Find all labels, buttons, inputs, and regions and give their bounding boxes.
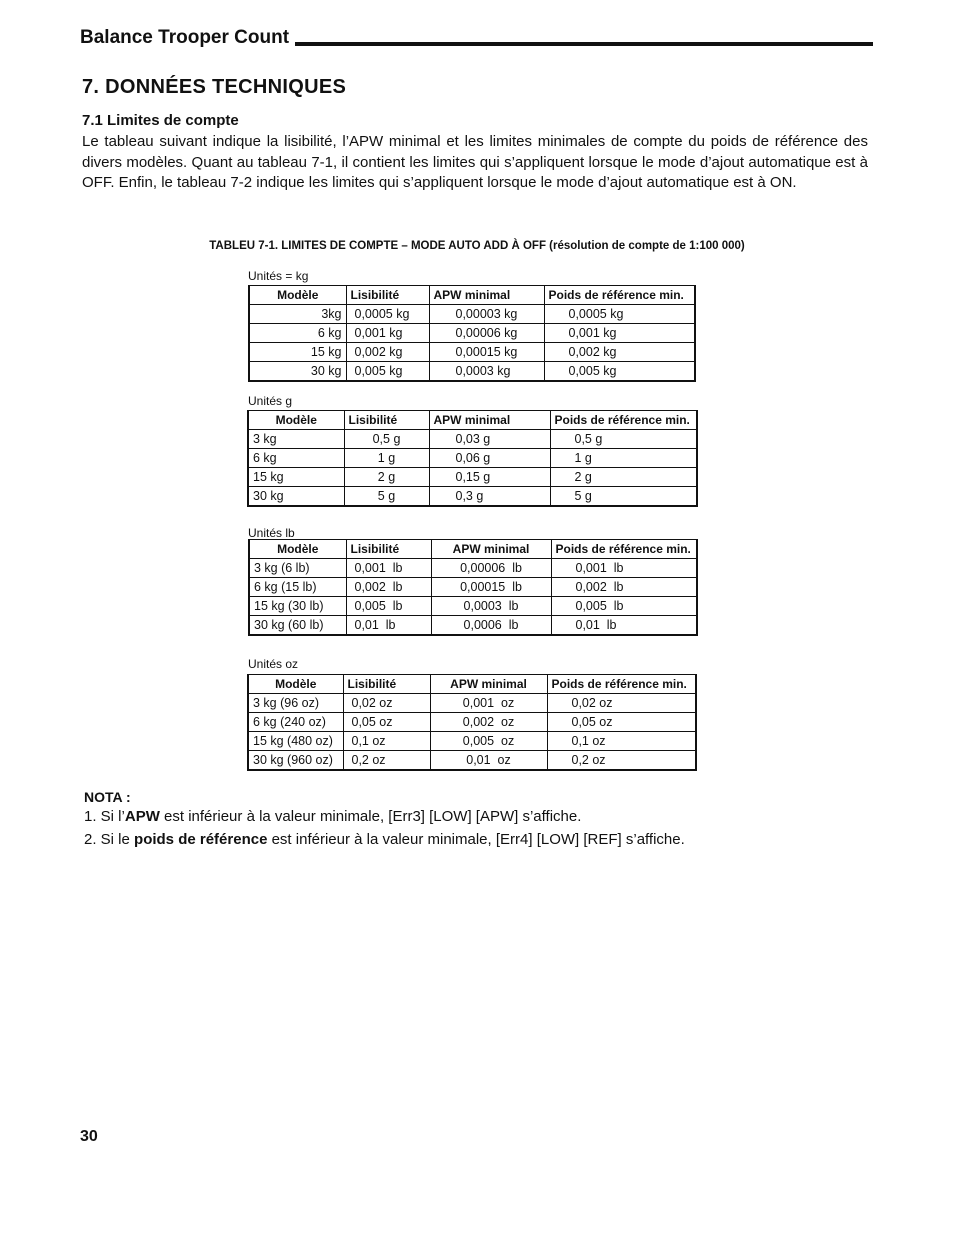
- readability-cell: 0,02 oz: [343, 694, 430, 713]
- ref-weight-cell: 0,001 kg: [544, 324, 695, 343]
- column-header-apw: APW minimal: [429, 411, 550, 430]
- column-header-model: Modèle: [248, 675, 343, 694]
- readability-cell: 0,001 kg: [346, 324, 429, 343]
- limits-table-lb: [248, 539, 698, 636]
- ref-weight-cell: 0,005 kg: [544, 362, 695, 382]
- intro-paragraph: Le tableau suivant indique la lisibilité, l’APW minimal et les limites minimales de compte du poids de référence des divers modèles. Quant au tableau 7-1, il contient les limites qui s’appliquent lorsque le mode d’ajout automatique est à OFF. Enfin, le tableau 7-2 indique les limites qui s’appliquent lorsque le mode d’ajout automatique est à ON.: [82, 133, 868, 191]
- column-header-ref-weight: Poids de référence min.: [550, 411, 697, 430]
- ref-weight-cell: 0,002 lb: [551, 578, 697, 597]
- model-cell: 6 kg: [249, 324, 346, 343]
- apw-cell: 0,00006 kg: [429, 324, 544, 343]
- column-header-model: Modèle: [249, 286, 346, 305]
- model-cell: 15 kg (480 oz): [248, 732, 343, 751]
- column-header-ref-weight: Poids de référence min.: [547, 675, 696, 694]
- ref-weight-cell: 1 g: [550, 449, 697, 468]
- apw-cell: 0,00015 lb: [431, 578, 551, 597]
- ref-weight-cell: 0,0005 kg: [544, 305, 695, 324]
- unit-label-lb: Unités lb: [248, 526, 295, 540]
- model-cell: 30 kg (60 lb): [249, 616, 346, 636]
- page-header: [80, 24, 873, 48]
- readability-cell: 0,005 kg: [346, 362, 429, 382]
- apw-cell: 0,15 g: [429, 468, 550, 487]
- readability-cell: 2 g: [344, 468, 429, 487]
- table-row: [249, 597, 697, 616]
- model-cell: 3 kg (96 oz): [248, 694, 343, 713]
- table-row: [248, 732, 696, 751]
- ref-weight-cell: 0,002 kg: [544, 343, 695, 362]
- apw-cell: 0,001 oz: [430, 694, 547, 713]
- unit-label-oz: Unités oz: [248, 657, 299, 671]
- readability-cell: 0,05 oz: [343, 713, 430, 732]
- ref-weight-cell: 0,5 g: [550, 430, 697, 449]
- readability-cell: 0,1 oz: [343, 732, 430, 751]
- column-header-apw: APW minimal: [429, 286, 544, 305]
- apw-cell: 0,06 g: [429, 449, 550, 468]
- apw-cell: 0,005 oz: [430, 732, 547, 751]
- table-row: [249, 324, 695, 343]
- page-number: 30: [80, 1128, 98, 1145]
- unit-label-kg: Unités = kg: [248, 269, 309, 283]
- ref-weight-cell: 2 g: [550, 468, 697, 487]
- readability-cell: 0,2 oz: [343, 751, 430, 771]
- limits-table-kg: [248, 285, 696, 382]
- readability-cell: 0,5 g: [344, 430, 429, 449]
- table-row: [248, 694, 696, 713]
- subsection-title: 7.1 Limites de compte: [82, 112, 239, 129]
- readability-cell: 0,002 lb: [346, 578, 431, 597]
- table-header-row: [249, 540, 697, 559]
- column-header-model: Modèle: [249, 540, 346, 559]
- nota-line-1-suffix: est inférieur à la valeur minimale, [Err3] [LOW] [APW] s’affiche.: [159, 808, 582, 825]
- table-caption: TABLEU 7-1. LIMITES DE COMPTE – MODE AUTO ADD À OFF (résolution de compte de 1:100 000): [209, 240, 745, 252]
- readability-cell: 0,001 lb: [346, 559, 431, 578]
- table-row: [249, 559, 697, 578]
- model-cell: 15 kg: [249, 343, 346, 362]
- readability-cell: 0,005 lb: [346, 597, 431, 616]
- apw-cell: 0,0003 lb: [431, 597, 551, 616]
- nota-line-2-prefix: 2. Si le: [84, 831, 135, 848]
- table-row: [248, 430, 697, 449]
- apw-cell: 0,002 oz: [430, 713, 547, 732]
- model-cell: 3 kg: [248, 430, 344, 449]
- header-title: Balance Trooper Count: [80, 27, 290, 48]
- model-cell: 30 kg: [249, 362, 346, 382]
- table-row: [249, 616, 697, 636]
- column-header-model: Modèle: [248, 411, 344, 430]
- table-header-row: [249, 286, 695, 305]
- table-row: [248, 468, 697, 487]
- ref-weight-cell: 0,2 oz: [547, 751, 696, 771]
- nota-line-1: [84, 808, 581, 825]
- nota-line-2: [84, 831, 685, 848]
- column-header-apw: APW minimal: [430, 675, 547, 694]
- table-row: [249, 578, 697, 597]
- apw-cell: 0,00003 kg: [429, 305, 544, 324]
- apw-cell: 0,00006 lb: [431, 559, 551, 578]
- ref-weight-cell: 0,001 lb: [551, 559, 697, 578]
- unit-label-g: Unités g: [248, 394, 293, 408]
- apw-cell: 0,0003 kg: [429, 362, 544, 382]
- model-cell: 3 kg (6 lb): [249, 559, 346, 578]
- model-cell: 15 kg (30 lb): [249, 597, 346, 616]
- table-row: [249, 343, 695, 362]
- apw-cell: 0,0006 lb: [431, 616, 551, 636]
- column-header-ref-weight: Poids de référence min.: [544, 286, 695, 305]
- model-cell: 15 kg: [248, 468, 344, 487]
- ref-weight-cell: 0,02 oz: [547, 694, 696, 713]
- readability-cell: 5 g: [344, 487, 429, 507]
- readability-cell: 0,01 lb: [346, 616, 431, 636]
- readability-cell: 0,0005 kg: [346, 305, 429, 324]
- nota-line-2-suffix: est inférieur à la valeur minimale, [Err4] [LOW] [REF] s’affiche.: [267, 831, 685, 848]
- model-cell: 6 kg: [248, 449, 344, 468]
- ref-weight-cell: 0,1 oz: [547, 732, 696, 751]
- model-cell: 30 kg: [248, 487, 344, 507]
- apw-cell: 0,3 g: [429, 487, 550, 507]
- section-title: 7. DONNÉES TECHNIQUES: [82, 76, 347, 98]
- apw-cell: 0,03 g: [429, 430, 550, 449]
- limits-table-g: [247, 410, 698, 507]
- model-cell: 6 kg (240 oz): [248, 713, 343, 732]
- readability-cell: 1 g: [344, 449, 429, 468]
- column-header-readability: Lisibilité: [344, 411, 429, 430]
- ref-weight-cell: 5 g: [550, 487, 697, 507]
- model-cell: 3kg: [249, 305, 346, 324]
- table-header-row: [248, 675, 696, 694]
- table-row: [248, 751, 696, 771]
- column-header-readability: Lisibilité: [346, 286, 429, 305]
- nota-title: NOTA :: [84, 789, 131, 805]
- ref-weight-cell: 0,005 lb: [551, 597, 697, 616]
- table-row: [249, 362, 695, 382]
- nota-line-1-bold: APW: [124, 808, 160, 825]
- column-header-readability: Lisibilité: [343, 675, 430, 694]
- table-row: [249, 305, 695, 324]
- nota-line-1-prefix: 1. Si l’: [84, 808, 125, 825]
- limits-table-oz: [247, 674, 697, 771]
- apw-cell: 0,00015 kg: [429, 343, 544, 362]
- model-cell: 30 kg (960 oz): [248, 751, 343, 771]
- header-rule: [295, 42, 873, 46]
- model-cell: 6 kg (15 lb): [249, 578, 346, 597]
- ref-weight-cell: 0,01 lb: [551, 616, 697, 636]
- column-header-readability: Lisibilité: [346, 540, 431, 559]
- column-header-ref-weight: Poids de référence min.: [551, 540, 697, 559]
- table-row: [248, 449, 697, 468]
- readability-cell: 0,002 kg: [346, 343, 429, 362]
- ref-weight-cell: 0,05 oz: [547, 713, 696, 732]
- column-header-apw: APW minimal: [431, 540, 551, 559]
- table-row: [248, 487, 697, 507]
- table-row: [248, 713, 696, 732]
- table-header-row: [248, 411, 697, 430]
- nota-line-2-bold: poids de référence: [134, 831, 268, 848]
- apw-cell: 0,01 oz: [430, 751, 547, 771]
